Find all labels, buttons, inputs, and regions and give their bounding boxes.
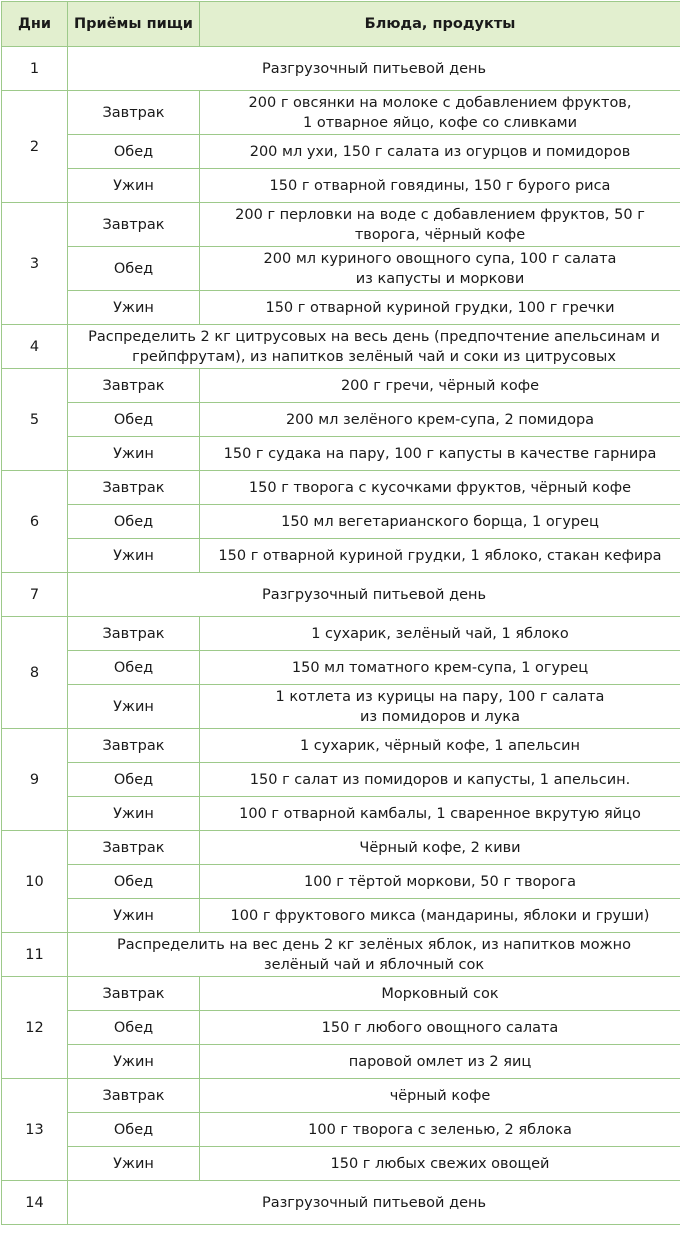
day-number: 8	[2, 617, 68, 729]
day-number: 12	[2, 977, 68, 1079]
meal-label: Ужин	[68, 797, 200, 831]
dish-line: 150 г любого овощного салата	[322, 1020, 559, 1036]
day-number: 4	[2, 325, 68, 369]
header-row	[2, 2, 680, 47]
meal-label: Обед	[68, 1011, 200, 1045]
meal-label: Завтрак	[68, 471, 200, 505]
meal-label: Ужин	[68, 291, 200, 325]
dish-line: 150 мл вегетарианского борща, 1 огурец	[281, 514, 599, 530]
meal-label: Завтрак	[68, 617, 200, 651]
day-number: 2	[2, 91, 68, 203]
dish-line: 150 г отварной говядины, 150 г бурого риса	[270, 178, 611, 194]
meal-label: Завтрак	[68, 831, 200, 865]
day-full-cell	[68, 1181, 680, 1225]
dish-line: 150 г отварной куриной грудки, 100 г гречки	[265, 300, 614, 316]
meal-row	[2, 763, 680, 797]
day-full-text: Разгрузочный питьевой день	[262, 587, 486, 603]
day-full-text: Разгрузочный питьевой день	[262, 1195, 486, 1211]
dish-line: 200 г гречи, чёрный кофе	[341, 378, 539, 394]
day-row	[2, 47, 680, 91]
dish-line: творога, чёрный кофе	[355, 227, 525, 243]
dish-line: Чёрный кофе, 2 киви	[359, 840, 520, 856]
dish-cell	[200, 685, 680, 729]
meal-row	[2, 203, 680, 247]
dish-cell	[200, 1079, 680, 1113]
day-row	[2, 325, 680, 369]
meal-row	[2, 899, 680, 933]
meal-label: Обед	[68, 135, 200, 169]
meal-row	[2, 865, 680, 899]
dish-line: 100 г тёртой моркови, 50 г творога	[304, 874, 576, 890]
dish-line: Морковный сок	[381, 986, 498, 1002]
day-row	[2, 573, 680, 617]
meal-row	[2, 247, 680, 291]
day-full-cell	[68, 325, 680, 369]
dish-cell	[200, 505, 680, 539]
meal-row	[2, 617, 680, 651]
meal-row	[2, 1147, 680, 1181]
meal-label: Обед	[68, 651, 200, 685]
dish-cell	[200, 437, 680, 471]
dish-line: 200 г овсянки на молоке с добавлением фруктов,	[249, 95, 632, 111]
meal-label: Обед	[68, 247, 200, 291]
day-full-text: грейпфрутам), из напитков зелёный чай и соки из цитрусовых	[132, 349, 616, 365]
meal-row	[2, 403, 680, 437]
day-number: 13	[2, 1079, 68, 1181]
meal-row	[2, 437, 680, 471]
meal-label: Завтрак	[68, 369, 200, 403]
meal-row	[2, 1045, 680, 1079]
dish-line: 1 котлета из курицы на пару, 100 г салата	[276, 689, 605, 705]
day-number: 1	[2, 47, 68, 91]
dish-line: 200 г перловки на воде с добавлением фруктов, 50 г	[235, 207, 645, 223]
day-full-text: зелёный чай и яблочный сок	[264, 957, 484, 973]
meal-row	[2, 539, 680, 573]
meal-label: Завтрак	[68, 91, 200, 135]
meal-label: Обед	[68, 505, 200, 539]
meal-label: Ужин	[68, 1045, 200, 1079]
dish-cell	[200, 831, 680, 865]
dish-cell	[200, 977, 680, 1011]
dish-cell	[200, 1113, 680, 1147]
dish-cell	[200, 169, 680, 203]
day-number: 6	[2, 471, 68, 573]
meal-label: Обед	[68, 1113, 200, 1147]
dish-cell	[200, 763, 680, 797]
meal-row	[2, 169, 680, 203]
dish-cell	[200, 729, 680, 763]
dish-line: паровой омлет из 2 яиц	[349, 1054, 532, 1070]
meal-row	[2, 91, 680, 135]
meal-row	[2, 1113, 680, 1147]
dish-cell	[200, 471, 680, 505]
day-full-text: Распределить на вес день 2 кг зелёных яблок, из напитков можно	[117, 937, 631, 953]
meal-row	[2, 685, 680, 729]
dish-line: 150 г любых свежих овощей	[331, 1156, 550, 1172]
dish-cell	[200, 91, 680, 135]
meal-label: Завтрак	[68, 729, 200, 763]
day-number: 14	[2, 1181, 68, 1225]
day-full-text: Разгрузочный питьевой день	[262, 61, 486, 77]
day-row	[2, 933, 680, 977]
dish-cell	[200, 1011, 680, 1045]
day-full-cell	[68, 47, 680, 91]
dish-line: чёрный кофе	[390, 1088, 491, 1104]
meal-label: Обед	[68, 865, 200, 899]
meal-row	[2, 135, 680, 169]
dish-line: 200 мл куриного овощного супа, 100 г салата	[264, 251, 617, 267]
day-number: 7	[2, 573, 68, 617]
meal-row	[2, 471, 680, 505]
dish-line: 100 г отварной камбалы, 1 сваренное вкрутую яйцо	[239, 806, 641, 822]
diet-table	[1, 1, 680, 1225]
meal-label: Завтрак	[68, 1079, 200, 1113]
meal-label: Завтрак	[68, 203, 200, 247]
dish-cell	[200, 651, 680, 685]
meal-row	[2, 831, 680, 865]
header-meals: Приёмы пищи	[68, 2, 200, 47]
dish-cell	[200, 247, 680, 291]
dish-cell	[200, 403, 680, 437]
dish-line: из помидоров и лука	[360, 709, 520, 725]
meal-row	[2, 1011, 680, 1045]
dish-line: 150 г салат из помидоров и капусты, 1 апельсин.	[250, 772, 630, 788]
dish-line: 200 мл зелёного крем-супа, 2 помидора	[286, 412, 594, 428]
meal-row	[2, 977, 680, 1011]
meal-label: Ужин	[68, 437, 200, 471]
day-number: 3	[2, 203, 68, 325]
meal-row	[2, 1079, 680, 1113]
dish-cell	[200, 291, 680, 325]
meal-row	[2, 797, 680, 831]
header-days: Дни	[2, 2, 68, 47]
dish-line: 150 г судака на пару, 100 г капусты в качестве гарнира	[224, 446, 657, 462]
meal-label: Обед	[68, 763, 200, 797]
meal-label: Ужин	[68, 539, 200, 573]
meal-label: Ужин	[68, 1147, 200, 1181]
day-number: 5	[2, 369, 68, 471]
dish-cell	[200, 797, 680, 831]
meal-label: Завтрак	[68, 977, 200, 1011]
dish-cell	[200, 539, 680, 573]
meal-row	[2, 729, 680, 763]
day-full-text: Распределить 2 кг цитрусовых на весь день (предпочтение апельсинам и	[88, 329, 660, 345]
day-full-cell	[68, 933, 680, 977]
day-number: 10	[2, 831, 68, 933]
day-number: 9	[2, 729, 68, 831]
dish-line: 150 г отварной куриной грудки, 1 яблоко, стакан кефира	[218, 548, 661, 564]
dish-cell	[200, 135, 680, 169]
dish-cell	[200, 203, 680, 247]
dish-line: 1 сухарик, чёрный кофе, 1 апельсин	[300, 738, 580, 754]
header-dishes: Блюда, продукты	[200, 2, 680, 47]
meal-row	[2, 291, 680, 325]
meal-row	[2, 505, 680, 539]
dish-line: 150 мл томатного крем-супа, 1 огурец	[292, 660, 588, 676]
meal-label: Ужин	[68, 685, 200, 729]
dish-line: 100 г творога с зеленью, 2 яблока	[308, 1122, 572, 1138]
dish-cell	[200, 865, 680, 899]
meal-label: Ужин	[68, 899, 200, 933]
dish-line: из капусты и моркови	[356, 271, 525, 287]
meal-label: Ужин	[68, 169, 200, 203]
dish-cell	[200, 1147, 680, 1181]
dish-cell	[200, 899, 680, 933]
dish-line: 200 мл ухи, 150 г салата из огурцов и помидоров	[250, 144, 631, 160]
dish-line: 1 сухарик, зелёный чай, 1 яблоко	[311, 626, 569, 642]
meal-row	[2, 651, 680, 685]
dish-cell	[200, 1045, 680, 1079]
day-full-cell	[68, 573, 680, 617]
dish-cell	[200, 617, 680, 651]
meal-label: Обед	[68, 403, 200, 437]
day-number: 11	[2, 933, 68, 977]
dish-cell	[200, 369, 680, 403]
dish-line: 150 г творога с кусочками фруктов, чёрный кофе	[249, 480, 631, 496]
meal-row	[2, 369, 680, 403]
dish-line: 100 г фруктового микса (мандарины, яблоки и груши)	[231, 908, 650, 924]
day-row	[2, 1181, 680, 1225]
dish-line: 1 отварное яйцо, кофе со сливками	[303, 115, 577, 131]
